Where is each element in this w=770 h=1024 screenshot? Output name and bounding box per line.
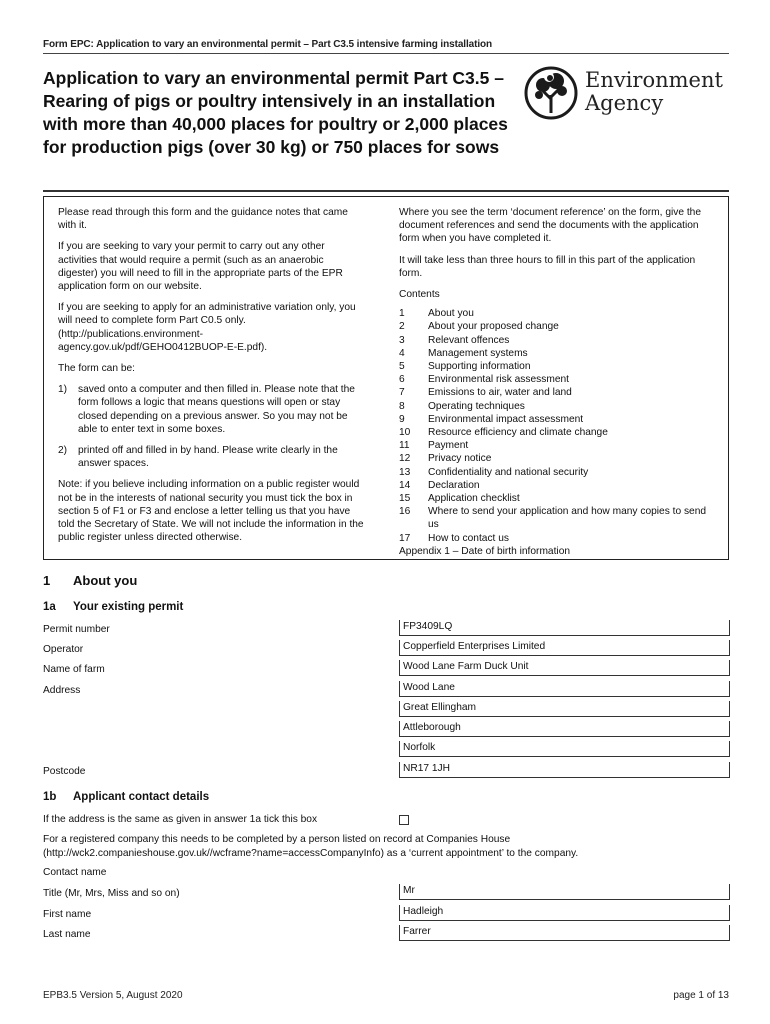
list-item-number: 1) [58,384,68,396]
contents-number: 17 [399,532,411,544]
contents-text: About you [428,308,474,320]
intro-box [43,196,729,560]
contents-item[interactable] [399,347,717,360]
address-line-2-field[interactable]: Great Ellingham [399,701,730,717]
logo-wordmark [585,69,723,115]
contents-number: 9 [399,413,405,425]
intro-paragraph: If you are seeking to vary your permit to carry out any other activities that would require a permit (such as an anaerobic digester) you will need to fill in the appropriate parts of the EPR application form on our website. [58,241,343,293]
address-label: Address [43,685,81,696]
logo-line-2: Agency [585,91,664,115]
contents-item[interactable] [399,373,717,386]
contents-text: Confidentiality and national security [428,466,589,478]
contents-item[interactable] [399,492,717,505]
contents-item[interactable] [399,307,717,320]
contents-text: Payment [428,440,469,452]
running-head: Form EPC: Application to vary an environmental permit – Part C3.5 intensive farming installation [43,39,493,50]
section-1a-number: 1a [43,601,56,613]
contents-number: 2 [399,321,405,333]
address-line-3-field[interactable]: Attleborough [399,721,730,737]
intro-paragraph: Where you see the term ‘document reference’ on the form, give the document references and send the documents with the application form when you have completed it. [399,207,702,245]
contents-text: Management systems [428,347,528,359]
intro-paragraph: If you are seeking to apply for an administrative variation only, you will need to complete form Part C0.5 only. (http://publications.environment-agency.gov.uk/pdf/GEHO0412BUOP-E-E.pdf). [58,302,356,353]
same-address-checkbox[interactable] [399,815,409,825]
farm-name-label: Name of farm [43,664,105,675]
logo-line-1: Environment [585,68,723,92]
environment-agency-logo [523,65,733,125]
contents-number: 16 [399,506,411,518]
address-line-1-field[interactable]: Wood Lane [399,681,730,697]
postcode-label: Postcode [43,766,86,777]
contents-list [399,307,717,558]
contents-text: Appendix 1 – Date of birth information [399,545,571,557]
tree-logo-icon [523,65,579,123]
list-item-text: printed off and filled in by hand. Please write clearly in the answer spaces. [78,445,338,470]
contents-text: Resource efficiency and climate change [428,427,608,439]
list-item-number: 2) [58,445,68,457]
contents-item[interactable] [399,320,717,333]
list-item [58,444,366,470]
company-note-line-1: For a registered company this needs to be completed by a person listed on record at Companies House [43,834,511,845]
contents-item[interactable] [399,439,717,452]
contents-number: 6 [399,374,405,386]
intro-paragraph: The form can be: [58,363,136,375]
first-name-field[interactable]: Hadleigh [399,905,730,921]
intro-paragraph: It will take less than three hours to fill in this part of the application form. [399,254,696,279]
national-security-note: Note: if you believe including information on a public register would not be in the interests of national security you must tick the box in section 5 of F1 or F3 and enclose a letter telling us that you have told the Secretary of State. We will not include the information in the public register unless directed otherwise. [58,479,364,544]
intro-right-column [399,206,717,558]
title-rule [43,190,729,192]
contents-heading: Contents [399,289,440,301]
contents-text: Declaration [428,479,480,491]
contents-item[interactable] [399,386,717,399]
contents-item[interactable] [399,334,717,347]
postcode-field[interactable]: NR17 1JH [399,762,730,778]
contents-number: 10 [399,427,411,439]
contents-number: 4 [399,347,405,359]
operator-field[interactable]: Copperfield Enterprises Limited [399,640,730,656]
contents-item[interactable] [399,505,717,531]
contents-text: Environmental risk assessment [428,374,569,386]
contents-item[interactable] [399,426,717,439]
company-note-line-2: (http://wck2.companieshouse.gov.uk//wcframe?name=accessCompanyInfo) as a ‘current appointment’ to the company. [43,848,579,859]
address-line-4-field[interactable]: Norfolk [399,741,730,757]
page-title: Application to vary an environmental permit Part C3.5 – Rearing of pigs or poultry intensively in an installation with more than 40,000 places for poultry or 2,000 places for production pigs (over 30 kg) or 750 places for sows [43,68,508,157]
contents-number: 15 [399,493,411,505]
contents-text: Supporting information [428,361,531,373]
same-address-label: If the address is the same as given in answer 1a tick this box [43,814,318,825]
permit-number-label: Permit number [43,624,110,635]
contents-text: Emissions to air, water and land [428,387,572,399]
contents-number: 3 [399,334,405,346]
contents-item[interactable] [399,452,717,465]
contents-number: 13 [399,466,411,478]
contents-text: Relevant offences [428,334,510,346]
last-name-field[interactable]: Farrer [399,925,730,941]
last-name-label: Last name [43,929,91,940]
footer-version: EPB3.5 Version 5, August 2020 [43,990,183,1001]
intro-paragraph: Please read through this form and the guidance notes that came with it. [58,207,348,232]
operator-label: Operator [43,644,84,655]
contents-text: Privacy notice [428,453,492,465]
contents-number: 12 [399,453,411,465]
contents-number: 14 [399,479,411,491]
contents-text: How to contact us [428,532,509,544]
title-label: Title (Mr, Mrs, Miss and so on) [43,888,180,899]
form-options-list [58,383,366,470]
contents-number: 7 [399,387,405,399]
title-field[interactable]: Mr [399,884,730,900]
section-1b-title: Applicant contact details [73,791,210,803]
section-1a-title: Your existing permit [73,601,184,613]
contents-item[interactable] [399,479,717,492]
contents-item[interactable] [399,413,717,426]
contents-item[interactable] [399,360,717,373]
contents-number: 1 [399,308,405,320]
farm-name-field[interactable]: Wood Lane Farm Duck Unit [399,660,730,676]
header-rule [43,53,729,54]
permit-number-field[interactable]: FP3409LQ [399,620,730,636]
contact-name-label: Contact name [43,867,107,878]
contents-number: 5 [399,361,405,373]
first-name-label: First name [43,909,92,920]
contents-text: Application checklist [428,493,520,505]
list-item [58,383,366,436]
contents-number: 11 [399,440,410,452]
contents-text: Environmental impact assessment [428,413,584,425]
contents-number: 8 [399,400,405,412]
list-item-text: saved onto a computer and then filled in. Please note that the form follows a logic that means questions will open or stay closed depending on a previous answer. So you may not be able to enter text in some boxes. [78,384,355,435]
contents-appendix[interactable] [399,545,717,558]
contents-text: Where to send your application and how many copies to send us [428,506,707,531]
intro-left-column [58,206,366,552]
contents-text: Operating techniques [428,400,525,412]
contents-item[interactable] [399,532,717,545]
section-1-title: About you [73,573,138,588]
footer-page-number: page 1 of 13 [673,990,729,1001]
section-1b-number: 1b [43,791,57,803]
section-1-number: 1 [43,573,51,588]
contents-item[interactable] [399,400,717,413]
contents-item[interactable] [399,466,717,479]
contents-text: About your proposed change [428,321,559,333]
